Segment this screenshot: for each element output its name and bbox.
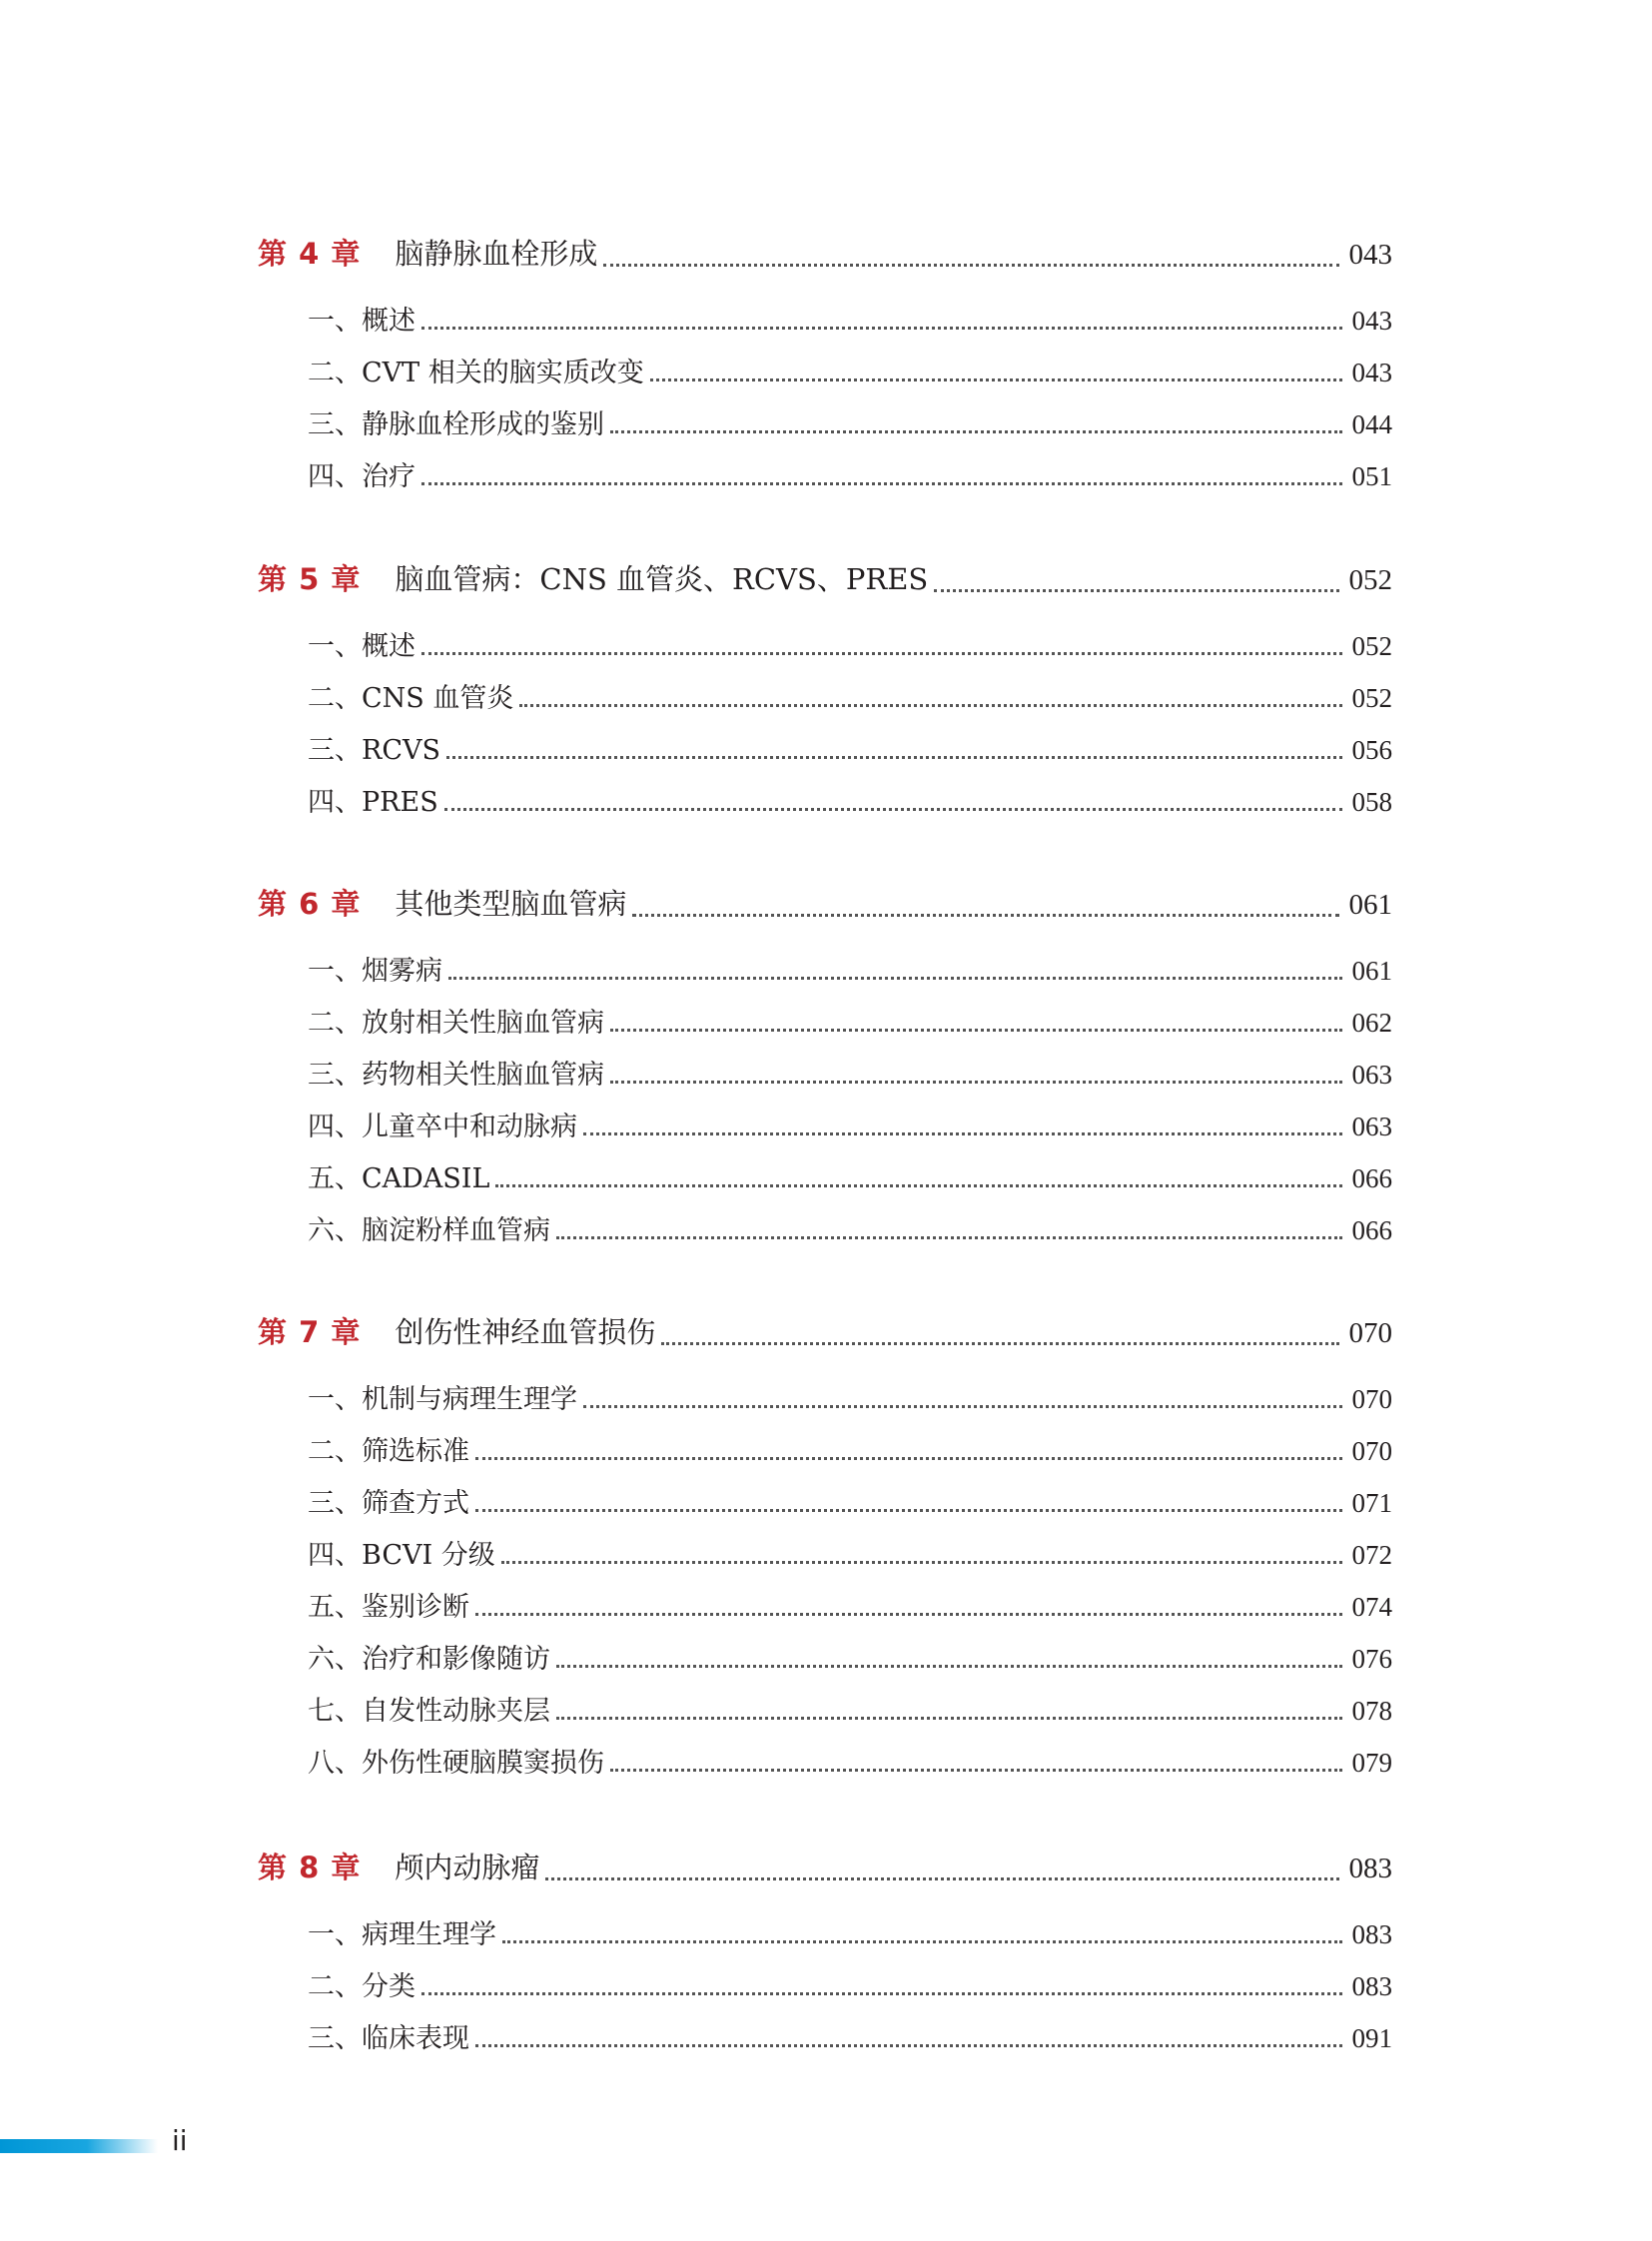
chapter-number: 第 5 章 bbox=[258, 562, 362, 596]
section-title: 六、治疗和影像随访 bbox=[308, 1644, 550, 1675]
chapter-number: 第 6 章 bbox=[258, 887, 362, 921]
section-page-number: 074 bbox=[1351, 1592, 1392, 1622]
chapter-title: 脑血管病：CNS 血管炎、RCVS、PRES bbox=[395, 562, 929, 596]
dot-leader bbox=[501, 1561, 1342, 1564]
dot-leader bbox=[475, 1613, 1342, 1616]
dot-leader bbox=[502, 1940, 1342, 1943]
chapter-title: 其他类型脑血管病 bbox=[395, 887, 627, 921]
toc-section-entry[interactable] bbox=[308, 728, 1392, 768]
dot-leader bbox=[444, 808, 1342, 811]
dot-leader bbox=[475, 1509, 1342, 1512]
section-title: 二、CNS 血管炎 bbox=[308, 683, 514, 714]
toc-section-entry[interactable] bbox=[308, 454, 1392, 494]
section-title: 一、概述 bbox=[308, 631, 415, 662]
chapter-page-number: 061 bbox=[1348, 889, 1392, 921]
toc-section-entry[interactable] bbox=[308, 351, 1392, 390]
section-page-number: 072 bbox=[1351, 1540, 1392, 1570]
section-page-number: 058 bbox=[1351, 787, 1392, 817]
dot-leader bbox=[448, 977, 1342, 980]
dot-leader bbox=[632, 914, 1338, 917]
section-page-number: 083 bbox=[1351, 1919, 1392, 1949]
toc-section-entry[interactable] bbox=[308, 624, 1392, 664]
chapter-title: 颅内动脉瘤 bbox=[395, 1851, 540, 1884]
dot-leader bbox=[610, 1769, 1342, 1772]
section-page-number: 091 bbox=[1351, 2023, 1392, 2053]
chapter-title: 创伤性神经血管损伤 bbox=[395, 1315, 656, 1349]
section-title: 二、CVT 相关的脑实质改变 bbox=[308, 358, 644, 388]
toc-section-entry[interactable] bbox=[308, 1637, 1392, 1677]
toc-section-entry[interactable] bbox=[308, 1741, 1392, 1781]
toc-chapter-entry[interactable] bbox=[258, 1846, 1392, 1889]
dot-leader bbox=[556, 1665, 1342, 1668]
dot-leader bbox=[545, 1877, 1338, 1880]
toc-chapter-entry[interactable] bbox=[258, 232, 1392, 276]
toc-section-entry[interactable] bbox=[308, 1208, 1392, 1248]
dot-leader bbox=[446, 756, 1342, 759]
dot-leader bbox=[421, 1992, 1342, 1995]
toc-section-entry[interactable] bbox=[308, 1156, 1392, 1196]
toc-section-entry[interactable] bbox=[308, 676, 1392, 716]
toc-section-entry[interactable] bbox=[308, 1105, 1392, 1144]
toc-section-entry[interactable] bbox=[308, 1533, 1392, 1573]
dot-leader bbox=[610, 1081, 1342, 1084]
dot-leader bbox=[475, 1457, 1342, 1460]
dot-leader bbox=[421, 482, 1342, 485]
section-title: 二、分类 bbox=[308, 1971, 415, 2002]
section-title: 一、病理生理学 bbox=[308, 1919, 496, 1950]
toc-section-entry[interactable] bbox=[308, 1585, 1392, 1625]
dot-leader bbox=[610, 430, 1342, 433]
dot-leader bbox=[556, 1236, 1342, 1239]
toc-chapter-entry[interactable] bbox=[258, 882, 1392, 926]
dot-leader bbox=[421, 652, 1342, 655]
section-title: 三、静脉血栓形成的鉴别 bbox=[308, 409, 604, 440]
chapter-page-number: 052 bbox=[1348, 564, 1392, 596]
section-title: 三、筛查方式 bbox=[308, 1488, 469, 1519]
section-page-number: 078 bbox=[1351, 1696, 1392, 1726]
toc-chapter-entry[interactable] bbox=[258, 1310, 1392, 1354]
section-page-number: 083 bbox=[1351, 1971, 1392, 2001]
section-page-number: 044 bbox=[1351, 409, 1392, 439]
section-page-number: 066 bbox=[1351, 1163, 1392, 1193]
chapter-number: 第 4 章 bbox=[258, 237, 362, 271]
toc-section-entry[interactable] bbox=[308, 299, 1392, 339]
dot-leader bbox=[934, 589, 1338, 592]
section-title: 四、BCVI 分级 bbox=[308, 1540, 495, 1571]
section-title: 四、PRES bbox=[308, 787, 438, 818]
section-title: 七、自发性动脉夹层 bbox=[308, 1696, 550, 1727]
dot-leader bbox=[583, 1405, 1342, 1408]
dot-leader bbox=[610, 1029, 1342, 1032]
section-page-number: 076 bbox=[1351, 1644, 1392, 1674]
chapter-page-number: 070 bbox=[1348, 1317, 1392, 1349]
section-title: 五、鉴别诊断 bbox=[308, 1592, 469, 1623]
section-title: 四、儿童卒中和动脉病 bbox=[308, 1112, 577, 1142]
toc-section-entry[interactable] bbox=[308, 780, 1392, 820]
section-title: 四、治疗 bbox=[308, 461, 415, 492]
section-page-number: 043 bbox=[1351, 306, 1392, 336]
chapter-number: 第 8 章 bbox=[258, 1851, 362, 1884]
dot-leader bbox=[583, 1132, 1342, 1135]
section-title: 六、脑淀粉样血管病 bbox=[308, 1215, 550, 1246]
toc-section-entry[interactable] bbox=[308, 949, 1392, 989]
section-page-number: 043 bbox=[1351, 358, 1392, 387]
toc-section-entry[interactable] bbox=[308, 1964, 1392, 2004]
section-title: 八、外伤性硬脑膜窦损伤 bbox=[308, 1748, 604, 1779]
chapter-page-number: 083 bbox=[1348, 1853, 1392, 1884]
section-title: 一、烟雾病 bbox=[308, 956, 442, 987]
section-page-number: 051 bbox=[1351, 461, 1392, 491]
dot-leader bbox=[421, 327, 1342, 330]
toc-section-entry[interactable] bbox=[308, 402, 1392, 442]
section-page-number: 063 bbox=[1351, 1112, 1392, 1141]
toc-chapter-entry[interactable] bbox=[258, 557, 1392, 601]
section-page-number: 070 bbox=[1351, 1384, 1392, 1414]
toc-section-entry[interactable] bbox=[308, 2016, 1392, 2056]
section-page-number: 062 bbox=[1351, 1008, 1392, 1038]
section-page-number: 061 bbox=[1351, 956, 1392, 986]
toc-section-entry[interactable] bbox=[308, 1377, 1392, 1417]
section-page-number: 052 bbox=[1351, 683, 1392, 713]
section-title: 三、RCVS bbox=[308, 735, 440, 766]
chapter-number: 第 7 章 bbox=[258, 1315, 362, 1349]
chapter-title: 脑静脉血栓形成 bbox=[395, 237, 598, 271]
section-page-number: 056 bbox=[1351, 735, 1392, 765]
dot-leader bbox=[495, 1184, 1341, 1187]
section-title: 三、药物相关性脑血管病 bbox=[308, 1060, 604, 1091]
section-page-number: 063 bbox=[1351, 1060, 1392, 1090]
toc-section-entry[interactable] bbox=[308, 1689, 1392, 1729]
section-title: 三、临床表现 bbox=[308, 2023, 469, 2054]
dot-leader bbox=[519, 704, 1341, 707]
dot-leader bbox=[475, 2044, 1342, 2047]
section-page-number: 066 bbox=[1351, 1215, 1392, 1245]
section-page-number: 052 bbox=[1351, 631, 1392, 661]
toc-section-entry[interactable] bbox=[308, 1481, 1392, 1521]
section-title: 一、概述 bbox=[308, 306, 415, 337]
section-page-number: 070 bbox=[1351, 1436, 1392, 1466]
section-title: 二、筛选标准 bbox=[308, 1436, 469, 1467]
section-title: 一、机制与病理生理学 bbox=[308, 1384, 577, 1415]
chapter-page-number: 043 bbox=[1348, 239, 1392, 271]
toc-section-entry[interactable] bbox=[308, 1429, 1392, 1469]
dot-leader bbox=[650, 378, 1342, 381]
toc-section-entry[interactable] bbox=[308, 1053, 1392, 1093]
page-folio: ii bbox=[172, 2124, 188, 2157]
section-page-number: 071 bbox=[1351, 1488, 1392, 1518]
dot-leader bbox=[603, 264, 1338, 267]
toc-section-entry[interactable] bbox=[308, 1912, 1392, 1952]
section-page-number: 079 bbox=[1351, 1748, 1392, 1778]
section-title: 五、CADASIL bbox=[308, 1163, 490, 1194]
section-title: 二、放射相关性脑血管病 bbox=[308, 1008, 604, 1039]
footer-accent-bar bbox=[0, 2139, 158, 2153]
toc-section-entry[interactable] bbox=[308, 1001, 1392, 1041]
dot-leader bbox=[556, 1717, 1342, 1720]
dot-leader bbox=[661, 1342, 1338, 1345]
